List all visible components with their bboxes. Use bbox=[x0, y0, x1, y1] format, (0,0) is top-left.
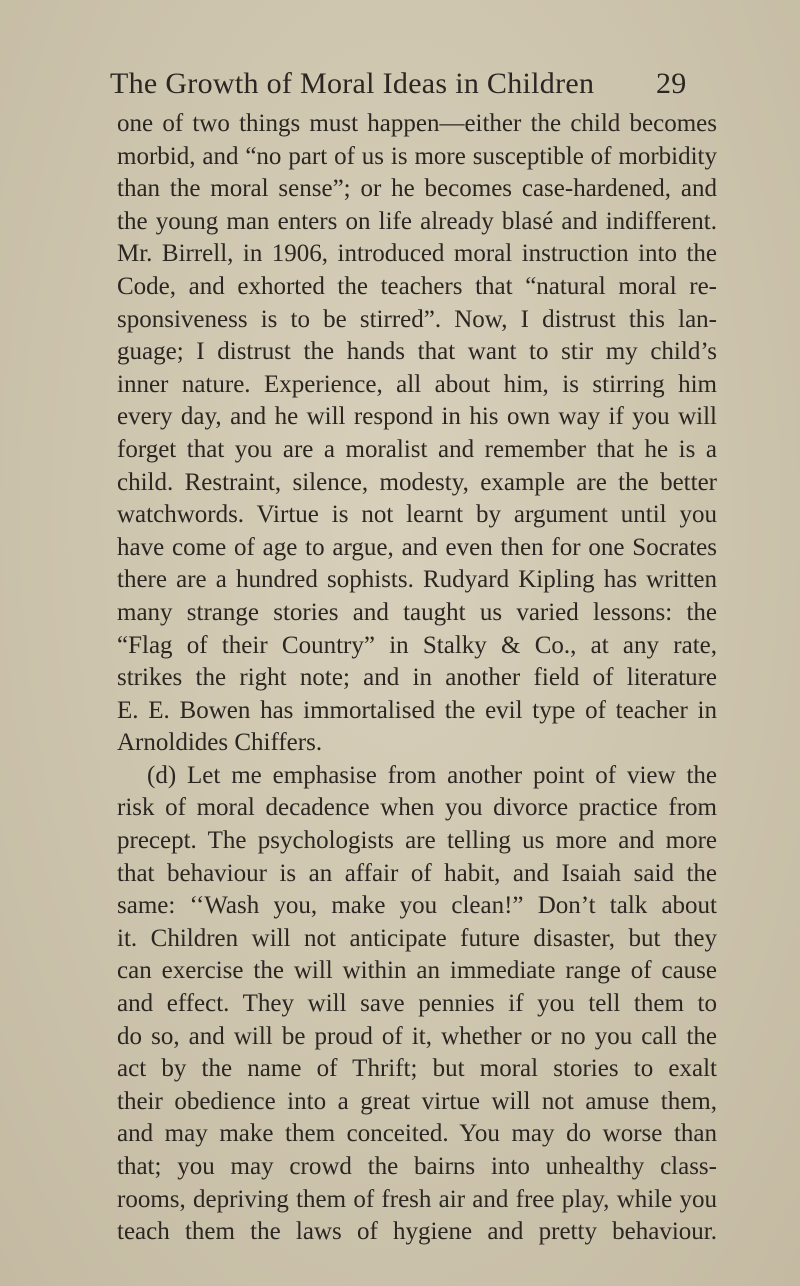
text-line: strikes the right note; and in another field of literature bbox=[117, 664, 717, 692]
text-line: act by the name of Thrift; but moral stories to exalt bbox=[117, 1055, 717, 1083]
text-line: forget that you are a moralist and remember that he is a bbox=[117, 435, 717, 463]
text-line: it. Children will not anticipate future disaster, but they bbox=[117, 924, 717, 952]
text-line: inner nature. Experience, all about him, is stirring him bbox=[117, 370, 717, 398]
text-line: than the moral sense”; or he becomes case-hardened, and bbox=[117, 175, 717, 203]
text-line: have come of age to argue, and even then for one Socrates bbox=[117, 533, 717, 561]
text-line: guage; I distrust the hands that want to stir my child’s bbox=[117, 338, 717, 366]
body-text bbox=[117, 108, 717, 1249]
text-line: and effect. They will save pennies if you tell them to bbox=[117, 990, 717, 1018]
text-line: their obedience into a great virtue will not amuse them, bbox=[117, 1087, 717, 1115]
text-line: the young man enters on life already blasé and indifferent. bbox=[117, 207, 717, 235]
text-line: that behaviour is an affair of habit, and Isaiah said the bbox=[117, 859, 717, 887]
page-number: 29 bbox=[656, 67, 687, 100]
text-line: Code, and exhorted the teachers that “natural moral re- bbox=[117, 272, 717, 300]
text-line: teach them the laws of hygiene and pretty behaviour. bbox=[117, 1218, 717, 1246]
text-line: sponsiveness is to be stirred”. Now, I distrust this lan- bbox=[117, 305, 717, 333]
running-head bbox=[110, 64, 690, 104]
text-line: can exercise the will within an immediate range of cause bbox=[117, 957, 717, 985]
text-line: child. Restraint, silence, modesty, example are the better bbox=[117, 468, 717, 496]
text-line: many strange stories and taught us varied lessons: the bbox=[117, 598, 717, 626]
text-line: morbid, and “no part of us is more susceptible of morbidity bbox=[117, 142, 717, 170]
running-head-title: The Growth of Moral Ideas in Children bbox=[110, 67, 595, 100]
text-line: watchwords. Virtue is not learnt by argument until you bbox=[117, 501, 717, 529]
text-line: same: ‘‘Wash you, make you clean!” Don’t talk about bbox=[117, 892, 717, 920]
text-line: precept. The psychologists are telling us more and more bbox=[117, 827, 717, 855]
text-line: that; you may crowd the bairns into unhealthy class- bbox=[117, 1153, 717, 1180]
text-line: E. E. Bowen has immortalised the evil type of teacher in bbox=[117, 696, 717, 724]
text-line: “Flag of their Country” in Stalky & Co., at any rate, bbox=[117, 631, 717, 659]
text-line: one of two things must happen—either the child becomes bbox=[117, 110, 717, 137]
text-line: every day, and he will respond in his own way if you will bbox=[117, 403, 717, 431]
text-line: rooms, depriving them of fresh air and free play, while you bbox=[117, 1185, 717, 1213]
text-line: Arnoldides Chiffers. bbox=[117, 729, 323, 757]
text-line: (d) Let me emphasise from another point of view the bbox=[147, 761, 717, 789]
text-line: risk of moral decadence when you divorce practice from bbox=[117, 794, 717, 822]
text-line: there are a hundred sophists. Rudyard Kipling has written bbox=[117, 566, 717, 594]
text-line: do so, and will be proud of it, whether or no you call the bbox=[117, 1022, 717, 1050]
text-line: and may make them conceited. You may do worse than bbox=[117, 1120, 717, 1148]
text-line: Mr. Birrell, in 1906, introduced moral instruction into the bbox=[117, 240, 717, 268]
